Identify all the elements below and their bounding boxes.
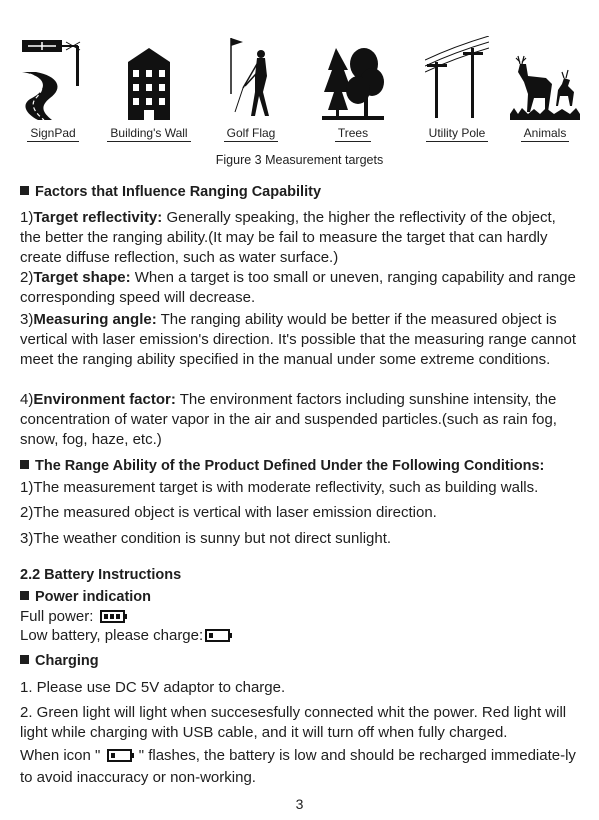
factor-number: 1) — [20, 209, 34, 226]
square-bullet-icon — [20, 460, 29, 469]
factor-number: 4) — [20, 391, 34, 408]
conditions-heading — [20, 456, 580, 476]
factor-term: Target shape: — [33, 269, 131, 286]
target-label: Animals — [521, 126, 570, 142]
page-number: 3 — [295, 796, 304, 812]
low-battery-line — [20, 626, 580, 648]
condition-item: 1)The measurement target is with moderate reflectivity, such as building walls. — [20, 479, 539, 496]
factor-item — [20, 208, 580, 268]
figure-caption: Figure 3 Measurement targets — [215, 153, 384, 167]
flash-note-text: When icon " — [20, 747, 105, 764]
factor-term: Measuring angle: — [33, 311, 157, 328]
full-power-label: Full power: — [20, 608, 94, 625]
animals-icon — [500, 34, 590, 120]
target-label: Building's Wall — [107, 126, 190, 142]
condition-item: 2)The measured object is vertical with laser emission direction. — [20, 504, 437, 521]
flash-note-text: " flashes, the battery is low and should be recharged immediate-ly to avoid inaccuracy or non-working. — [20, 747, 576, 786]
target-golf-flag — [206, 34, 296, 142]
measurement-targets-figure — [14, 34, 586, 144]
target-label: Utility Pole — [426, 126, 489, 142]
square-bullet-icon — [20, 591, 29, 600]
power-indication-heading — [20, 587, 580, 607]
factor-item — [20, 310, 580, 370]
target-building-wall — [104, 34, 194, 142]
trees-icon — [308, 34, 398, 120]
factor-text: The ranging ability would be better if the measured object is vertical with laser emission's direction. It's possible that the measuring range cannot meet the ranging ability specified in the manual under some extreme conditions. — [20, 311, 576, 368]
building-wall-icon — [104, 34, 194, 120]
target-signpad — [8, 34, 98, 142]
factor-term: Target reflectivity: — [33, 209, 163, 226]
target-utility-pole — [412, 34, 502, 142]
factor-term: Environment factor: — [33, 391, 176, 408]
target-label: Golf Flag — [224, 126, 279, 142]
conditions-heading-text: The Range Ability of the Product Defined Under the Following Conditions: — [35, 458, 545, 474]
charging-heading — [20, 651, 580, 671]
factor-number: 2) — [20, 269, 34, 286]
factors-heading-text: Factors that Influence Ranging Capability — [35, 184, 322, 200]
battery-section-heading: 2.2 Battery Instructions — [20, 567, 182, 583]
square-bullet-icon — [20, 186, 29, 195]
factor-item — [20, 390, 580, 450]
low-battery-flash-note — [20, 746, 580, 788]
target-trees — [308, 34, 398, 142]
factor-text: The environment factors including sunshine intensity, the concentration of water vapor in the air and suspended particles.(such as rain fog, snow, fog, haze, etc.) — [20, 391, 557, 448]
battery-low-icon — [107, 748, 135, 768]
factor-number: 3) — [20, 311, 34, 328]
signpad-road-icon — [8, 34, 98, 120]
factor-text: When a target is too small or uneven, ranging capability and range corresponding speed will decrease. — [20, 269, 576, 306]
charging-heading-text: Charging — [35, 653, 99, 669]
factors-heading — [20, 182, 580, 202]
factor-text: Generally speaking, the higher the reflectivity of the object, the better the ranging ability.(It may be fail to measure the target that can hardly create diffuse reflection, such as water surface.) — [20, 209, 556, 266]
factor-item — [20, 268, 580, 308]
target-label: Trees — [335, 126, 371, 142]
target-label: SignPad — [27, 126, 78, 142]
utility-pole-icon — [412, 34, 502, 120]
charging-step: 1. Please use DC 5V adaptor to charge. — [20, 679, 286, 696]
golf-flag-icon — [206, 34, 296, 120]
low-battery-label: Low battery, please charge: — [20, 627, 204, 644]
battery-low-icon — [205, 628, 233, 648]
square-bullet-icon — [20, 655, 29, 664]
power-indication-text: Power indication — [35, 589, 152, 605]
condition-item: 3)The weather condition is sunny but not direct sunlight. — [20, 530, 392, 547]
charging-step: 2. Green light will light when succesesfully connected whit the power. Red light will light while charging with USB cable, and it will turn off when fully charged. — [20, 704, 567, 741]
target-animals — [500, 34, 590, 142]
